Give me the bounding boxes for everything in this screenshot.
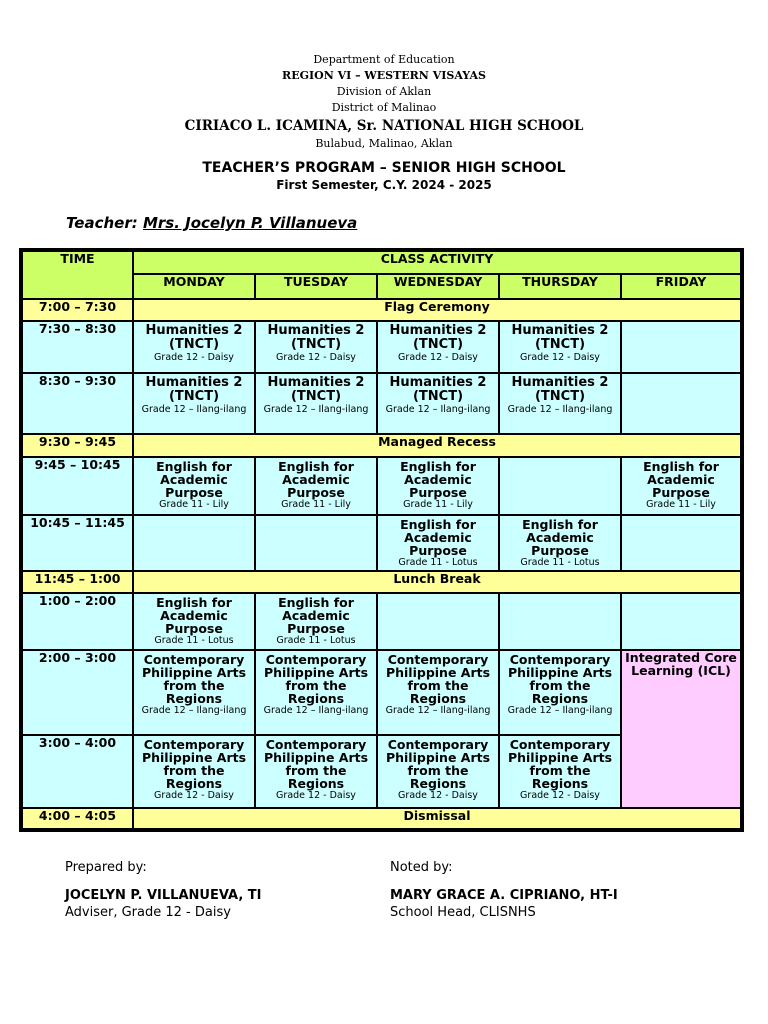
teacher-name: Mrs. Jocelyn P. Villanueva (142, 214, 358, 232)
class-cell: Humanities 2 (TNCT) Grade 12 – Ilang-ilang (499, 373, 621, 434)
class-cell: Contemporary Philippine Arts from the Regions Grade 12 - Daisy (377, 735, 499, 808)
time-cell: 7:30 – 8:30 (21, 321, 133, 372)
lunch-break-row: Lunch Break (133, 571, 742, 593)
semester-label: First Semester, C.Y. 2024 - 2025 (276, 178, 492, 192)
class-cell: English for Academic Purpose Grade 11 - Lotus (255, 593, 377, 649)
class-cell: Humanities 2 (TNCT) Grade 12 – Ilang-ilang (377, 373, 499, 434)
time-cell: 4:00 – 4:05 (21, 808, 133, 830)
class-cell: English for Academic Purpose Grade 11 - Lily (133, 457, 255, 514)
time-cell: 3:00 – 4:00 (21, 735, 133, 808)
class-cell: English for Academic Purpose Grade 11 - Lily (621, 457, 742, 514)
time-cell: 9:30 – 9:45 (21, 434, 133, 457)
time-cell: 8:30 – 9:30 (21, 373, 133, 434)
noted-by-name: MARY GRACE A. CIPRIANO, HT-I (390, 888, 618, 903)
class-cell: Contemporary Philippine Arts from the Regions Grade 12 – Ilang-ilang (499, 650, 621, 736)
class-cell: Contemporary Philippine Arts from the Regions Grade 12 – Ilang-ilang (377, 650, 499, 736)
empty-cell (499, 457, 621, 514)
day-header-tuesday: TUESDAY (255, 274, 377, 299)
class-cell: English for Academic Purpose Grade 11 - Lotus (133, 593, 255, 649)
region-name: REGION VI – WESTERN VISAYAS (282, 69, 486, 82)
class-cell: Humanities 2 (TNCT) Grade 12 – Ilang-ilang (133, 373, 255, 434)
empty-cell (377, 593, 499, 649)
class-cell: Humanities 2 (TNCT) Grade 12 - Daisy (377, 321, 499, 372)
school-address: Bulabud, Malinao, Aklan (315, 137, 453, 150)
class-cell: English for Academic Purpose Grade 11 - Lily (377, 457, 499, 514)
time-cell: 9:45 – 10:45 (21, 457, 133, 514)
day-header-friday: FRIDAY (621, 274, 742, 299)
document-title: TEACHER’S PROGRAM – SENIOR HIGH SCHOOL (202, 160, 566, 176)
time-cell: 10:45 – 11:45 (21, 515, 133, 571)
icl-cell: Integrated Core Learning (ICL) (621, 650, 742, 808)
noted-by-title: School Head, CLISNHS (390, 905, 536, 920)
class-cell: English for Academic Purpose Grade 11 - Lotus (499, 515, 621, 571)
department-name: Department of Education (313, 53, 455, 66)
time-cell: 7:00 – 7:30 (21, 299, 133, 321)
schedule-table (19, 248, 744, 832)
day-header-thursday: THURSDAY (499, 274, 621, 299)
empty-cell (621, 515, 742, 571)
day-header-monday: MONDAY (133, 274, 255, 299)
division-name: Division of Aklan (336, 85, 432, 98)
class-activity-header: CLASS ACTIVITY (133, 250, 742, 274)
class-cell: Contemporary Philippine Arts from the Regions Grade 12 – Ilang-ilang (255, 650, 377, 736)
district-name: District of Malinao (331, 101, 437, 114)
prepared-by-name: JOCELYN P. VILLANUEVA, TI (65, 888, 262, 903)
class-cell: Humanities 2 (TNCT) Grade 12 – Ilang-ilang (255, 373, 377, 434)
teacher-label: Teacher: (66, 214, 138, 232)
class-cell: Humanities 2 (TNCT) Grade 12 - Daisy (499, 321, 621, 372)
prepared-by-title: Adviser, Grade 12 - Daisy (65, 905, 231, 920)
school-name: CIRIACO L. ICAMINA, Sr. NATIONAL HIGH SCHOOL (184, 118, 584, 134)
prepared-by-label: Prepared by: (65, 860, 147, 875)
class-cell: Contemporary Philippine Arts from the Regions Grade 12 – Ilang-ilang (133, 650, 255, 736)
class-cell: Contemporary Philippine Arts from the Regions Grade 12 - Daisy (133, 735, 255, 808)
day-header-wednesday: WEDNESDAY (377, 274, 499, 299)
class-cell: English for Academic Purpose Grade 11 - Lotus (377, 515, 499, 571)
empty-cell (621, 373, 742, 434)
empty-cell (255, 515, 377, 571)
managed-recess-row: Managed Recess (133, 434, 742, 457)
class-cell: Humanities 2 (TNCT) Grade 12 - Daisy (255, 321, 377, 372)
time-cell: 1:00 – 2:00 (21, 593, 133, 649)
time-header: TIME (21, 250, 133, 299)
empty-cell (133, 515, 255, 571)
flag-ceremony-row: Flag Ceremony (133, 299, 742, 321)
class-cell: Humanities 2 (TNCT) Grade 12 - Daisy (133, 321, 255, 372)
empty-cell (499, 593, 621, 649)
class-cell: Contemporary Philippine Arts from the Regions Grade 12 - Daisy (499, 735, 621, 808)
teacher-line (66, 214, 357, 232)
empty-cell (621, 321, 742, 372)
time-cell: 11:45 – 1:00 (21, 571, 133, 593)
dismissal-row: Dismissal (133, 808, 742, 830)
class-cell: Contemporary Philippine Arts from the Regions Grade 12 - Daisy (255, 735, 377, 808)
noted-by-label: Noted by: (390, 860, 453, 875)
empty-cell (621, 593, 742, 649)
time-cell: 2:00 – 3:00 (21, 650, 133, 736)
class-cell: English for Academic Purpose Grade 11 - Lily (255, 457, 377, 514)
